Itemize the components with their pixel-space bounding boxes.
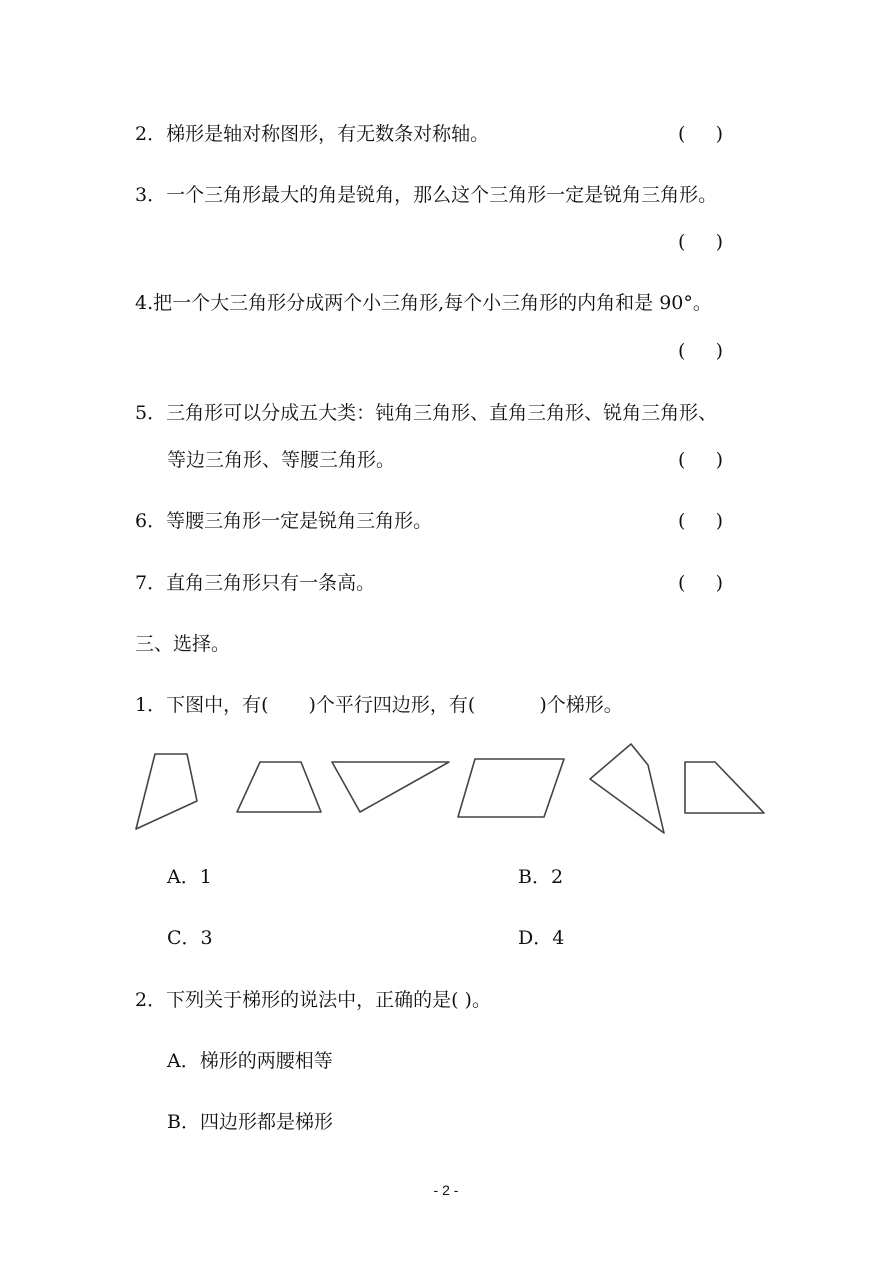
question-1-option-c[interactable]: C．3: [167, 927, 213, 949]
judgment-2-answer-paren[interactable]: ( ): [678, 123, 724, 145]
judgment-6-text: 6．等腰三角形一定是锐角三角形。: [135, 510, 433, 532]
question-1-text: [135, 693, 623, 717]
question-2-option-a[interactable]: A．梯形的两腰相等: [167, 1050, 333, 1072]
page-number: - 2 -: [433, 1182, 459, 1198]
judgment-5-text-line2: 等边三角形、等腰三角形。: [167, 449, 396, 471]
shape-quadrilateral-2: [590, 744, 664, 833]
question-2-text: 2．下列关于梯形的说法中，正确的是( )。: [135, 989, 491, 1011]
judgment-6-answer-paren[interactable]: ( ): [678, 510, 724, 532]
shape-parallelogram: [458, 759, 564, 817]
question-1-option-b[interactable]: B．2: [518, 866, 564, 888]
question-1-option-a[interactable]: A．1: [167, 866, 212, 888]
judgment-2-text: 2．梯形是轴对称图形，有无数条对称轴。: [135, 123, 490, 145]
section-3-heading: 三、选择。: [135, 633, 231, 655]
shape-quadrilateral-1: [136, 754, 197, 829]
question-2-option-b[interactable]: B．四边形都是梯形: [167, 1111, 333, 1133]
judgment-3-answer-paren[interactable]: ( ): [678, 231, 724, 253]
shape-trapezoid: [237, 762, 321, 812]
question-1-option-d[interactable]: D．4: [518, 927, 565, 949]
shapes-figure: [130, 738, 770, 838]
question-1-part3: )个梯形。: [539, 694, 623, 716]
question-1-part1: 1．下图中，有(: [135, 694, 269, 716]
judgment-7-text: 7．直角三角形只有一条高。: [135, 572, 376, 594]
judgment-4-text: 4.把一个大三角形分成两个小三角形,每个小三角形的内角和是 90°。: [135, 292, 712, 314]
shape-triangle: [332, 762, 449, 812]
judgment-5-answer-paren[interactable]: ( ): [678, 449, 724, 471]
judgment-7-answer-paren[interactable]: ( ): [678, 572, 724, 594]
shape-right-trapezoid: [685, 762, 764, 813]
judgment-5-text: 5．三角形可以分成五大类：钝角三角形、直角三角形、锐角三角形、: [135, 402, 718, 424]
judgment-3-text: 3．一个三角形最大的角是锐角，那么这个三角形一定是锐角三角形。: [135, 184, 718, 206]
question-1-part2: )个平行四边形，有(: [308, 694, 476, 716]
judgment-4-answer-paren[interactable]: ( ): [678, 340, 724, 362]
